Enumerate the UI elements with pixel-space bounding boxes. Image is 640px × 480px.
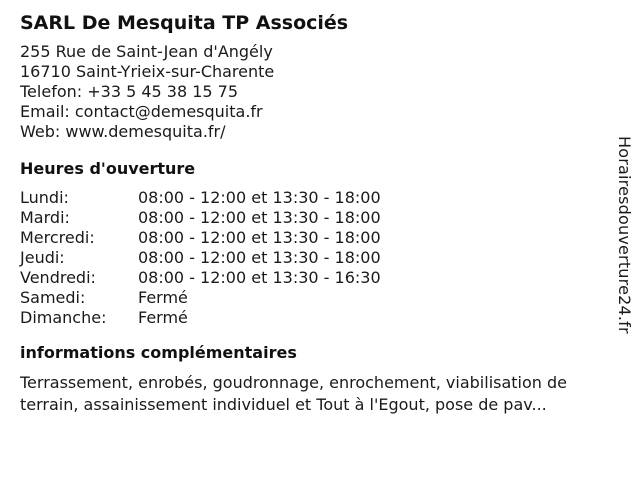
- hours-time: Fermé: [138, 308, 188, 327]
- hours-row: [20, 228, 381, 248]
- web-line: Web: www.demesquita.fr/: [20, 122, 226, 141]
- address-block: [20, 42, 620, 142]
- info-heading: informations complémentaires: [20, 343, 297, 362]
- email-line: Email: contact@demesquita.fr: [20, 102, 263, 121]
- hours-time: Fermé: [138, 288, 188, 307]
- address-street: 255 Rue de Saint-Jean d'Angély: [20, 42, 273, 61]
- site-watermark-label: Horairesdouverture24.fr: [615, 136, 634, 334]
- hours-day: Samedi:: [20, 288, 86, 307]
- hours-row: [20, 188, 381, 208]
- hours-time: 08:00 - 12:00 et 13:30 - 16:30: [138, 268, 381, 287]
- hours-day: Jeudi:: [20, 248, 65, 267]
- company-name: SARL De Mesquita TP Associés: [20, 12, 349, 34]
- info-text: Terrassement, enrobés, goudronnage, enrochement, viabilisation de terrain, assainissement individuel et Tout à l'Egout, pose de pav...: [20, 373, 568, 414]
- hours-day: Vendredi:: [20, 268, 96, 287]
- hours-day: Mercredi:: [20, 228, 95, 247]
- hours-time: 08:00 - 12:00 et 13:30 - 18:00: [138, 188, 381, 207]
- hours-day: Dimanche:: [20, 308, 107, 327]
- phone-line: Telefon: +33 5 45 38 15 75: [20, 82, 239, 101]
- hours-row: [20, 248, 381, 268]
- hours-row: [20, 308, 381, 328]
- hours-row: [20, 288, 381, 308]
- hours-table: [20, 188, 381, 328]
- hours-day: Mardi:: [20, 208, 70, 227]
- hours-row: [20, 208, 381, 228]
- hours-heading: Heures d'ouverture: [20, 159, 196, 178]
- business-card: [20, 10, 620, 416]
- hours-time: 08:00 - 12:00 et 13:30 - 18:00: [138, 208, 381, 227]
- hours-time: 08:00 - 12:00 et 13:30 - 18:00: [138, 228, 381, 247]
- hours-row: [20, 268, 381, 288]
- hours-time: 08:00 - 12:00 et 13:30 - 18:00: [138, 248, 381, 267]
- hours-day: Lundi:: [20, 188, 69, 207]
- address-city: 16710 Saint-Yrieix-sur-Charente: [20, 62, 275, 81]
